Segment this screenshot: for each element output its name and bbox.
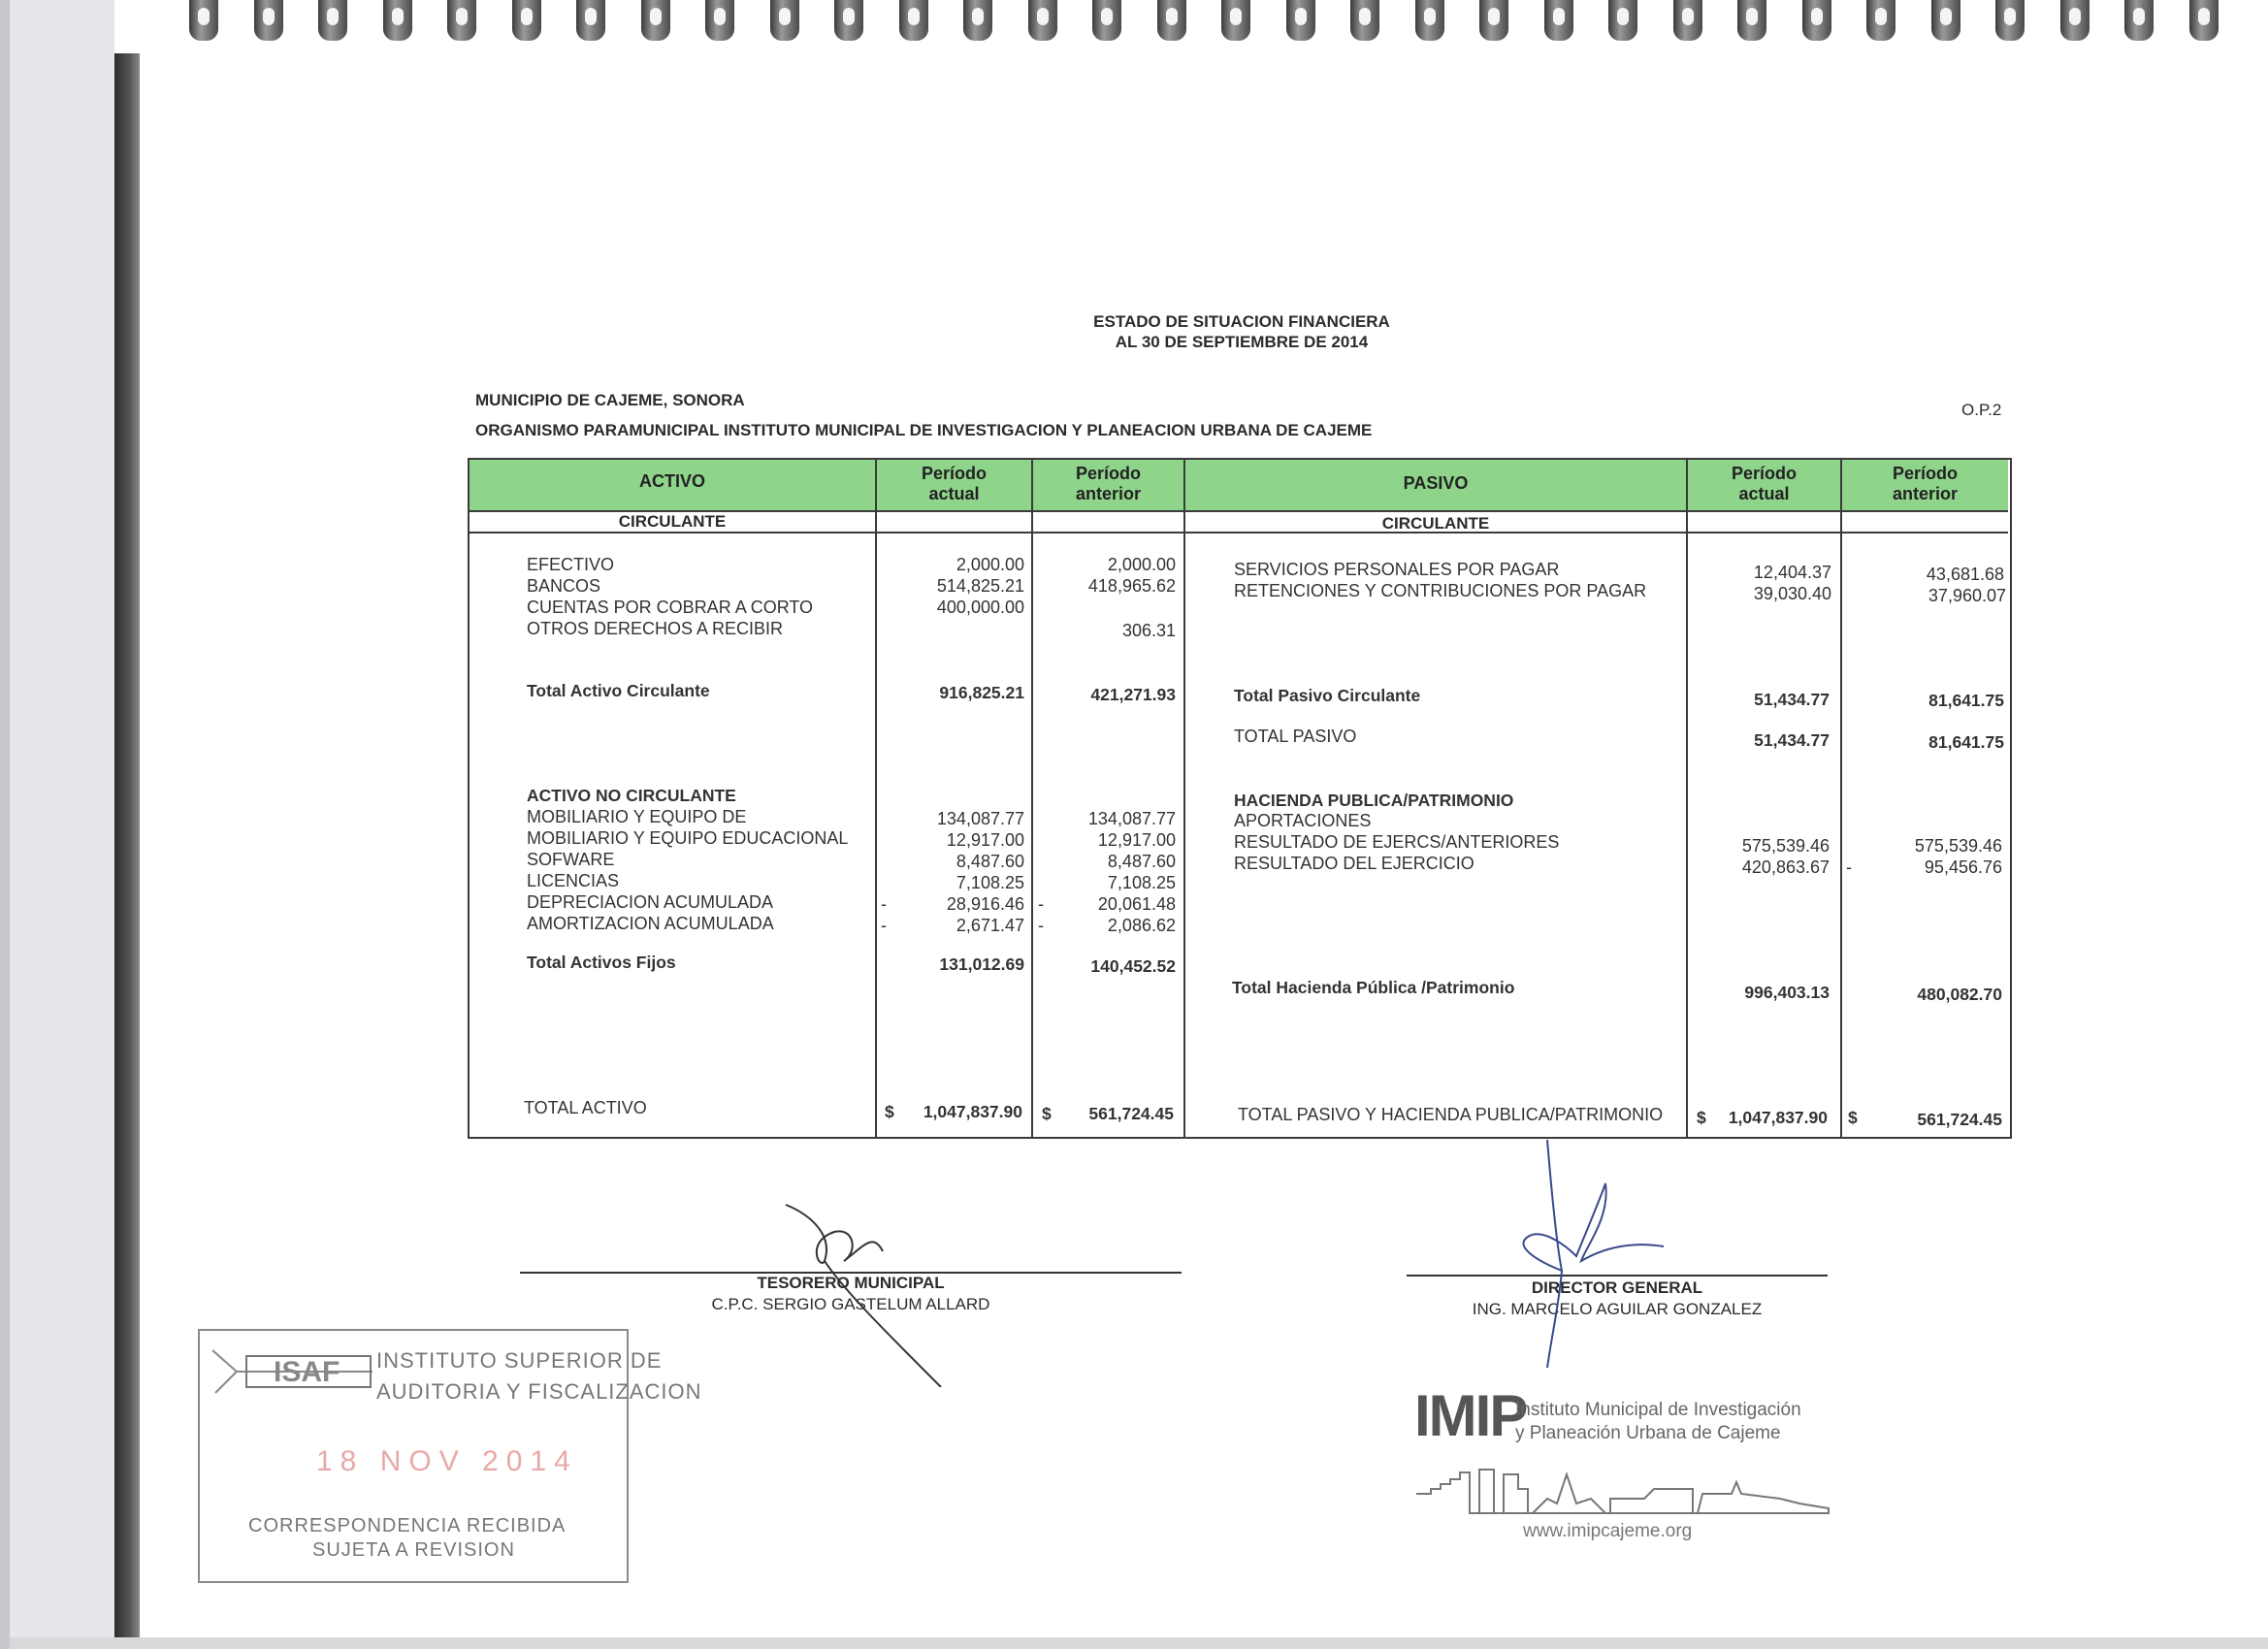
row-licencias-actual: 7,108.25 <box>956 873 1024 892</box>
binding-shadow <box>114 53 140 1644</box>
total-pasivo-anterior: 81,641.75 <box>1928 732 2004 752</box>
total-activo-circulante-anterior: 421,271.93 <box>1090 685 1176 704</box>
row-licencias-label: LICENCIAS <box>527 871 620 890</box>
director-title: DIRECTOR GENERAL <box>1531 1278 1703 1297</box>
spiral-coil <box>1866 0 1895 41</box>
row-efectivo-actual: 2,000.00 <box>956 555 1024 574</box>
total-activo-label: TOTAL ACTIVO <box>524 1098 647 1117</box>
row-depreciacion-anterior-sign: - <box>1038 894 1044 914</box>
row-retenciones-anterior: 37,960.07 <box>1928 586 2006 605</box>
total-activo-circulante-actual: 916,825.21 <box>939 683 1024 702</box>
row-depreciacion-anterior: 20,061.48 <box>1097 894 1176 914</box>
row-amortizacion-anterior: 2,086.62 <box>1107 916 1176 935</box>
total-activos-fijos-label: Total Activos Fijos <box>527 953 676 972</box>
row-software-anterior: 8,487.60 <box>1107 852 1176 871</box>
stamp-date: 18 NOV 2014 <box>316 1445 578 1477</box>
row-licencias-anterior: 7,108.25 <box>1107 873 1176 892</box>
treasurer-signature <box>766 1193 960 1387</box>
total-pasivo-hacienda-anterior-currency: $ <box>1848 1108 1858 1127</box>
row-resultado-ejercicio-label: RESULTADO DEL EJERCICIO <box>1234 854 1474 873</box>
spiral-coil <box>1028 0 1057 41</box>
spiral-coil <box>512 0 541 41</box>
total-pasivo-hacienda-currency: $ <box>1697 1108 1706 1127</box>
city-skyline-icon <box>1411 1455 1838 1523</box>
report-title: ESTADO DE SITUACION FINANCIERA <box>1093 312 1390 331</box>
row-retenciones-label: RETENCIONES Y CONTRIBUCIONES POR PAGAR <box>1234 581 1647 600</box>
imip-logo: IMIP <box>1414 1383 1527 1448</box>
row-aportaciones-label: APORTACIONES <box>1234 811 1372 830</box>
stamp-line-3: CORRESPONDENCIA RECIBIDA <box>248 1515 567 1536</box>
spiral-coil <box>705 0 734 41</box>
spiral-coil <box>318 0 347 41</box>
spiral-coil <box>1157 0 1186 41</box>
total-activo-anterior-currency: $ <box>1042 1104 1052 1123</box>
scan-bottom-edge <box>10 1637 2268 1649</box>
spiral-coil <box>447 0 476 41</box>
imip-website: www.imipcajeme.org <box>1523 1521 1693 1541</box>
total-pasivo-actual: 51,434.77 <box>1754 730 1830 750</box>
total-hacienda-label: Total Hacienda Pública /Patrimonio <box>1232 978 1515 997</box>
row-bancos-label: BANCOS <box>527 576 601 596</box>
spiral-coil <box>1544 0 1573 41</box>
total-activo-anterior: 561,724.45 <box>1088 1104 1174 1123</box>
row-depreciacion-label: DEPRECIACION ACUMULADA <box>527 892 774 912</box>
total-activo-circulante-label: Total Activo Circulante <box>527 681 710 700</box>
spiral-coil <box>834 0 863 41</box>
spiral-coil <box>1286 0 1315 41</box>
spiral-coil <box>383 0 412 41</box>
row-mobiliario-educ-actual: 12,917.00 <box>946 830 1024 850</box>
column-header-activo: ACTIVO <box>638 471 705 491</box>
total-pasivo-circulante-anterior: 81,641.75 <box>1928 691 2004 710</box>
row-resultado-ejercicio-anterior: 95,456.76 <box>1924 857 2002 877</box>
total-activo-actual: 1,047,837.90 <box>923 1102 1022 1121</box>
spiral-coil <box>1479 0 1508 41</box>
total-activos-fijos-anterior: 140,452.52 <box>1090 956 1176 976</box>
row-mobiliario-actual: 134,087.77 <box>936 809 1024 828</box>
treasurer-title: TESORERO MUNICIPAL <box>757 1274 945 1292</box>
spiral-coil <box>963 0 992 41</box>
scan-edge-strip <box>10 0 114 1649</box>
received-stamp <box>198 1329 702 1583</box>
spiral-coil <box>1350 0 1379 41</box>
total-pasivo-circulante-actual: 51,434.77 <box>1754 690 1830 709</box>
spiral-coil <box>1802 0 1831 41</box>
spiral-coil <box>2124 0 2154 41</box>
column-header-activo-actual: Período actual <box>921 464 987 503</box>
row-otros-label: OTROS DERECHOS A RECIBIR <box>527 619 784 638</box>
spiral-coil <box>641 0 670 41</box>
total-pasivo-hacienda-label: TOTAL PASIVO Y HACIENDA PUBLICA/PATRIMONIO <box>1238 1105 1664 1124</box>
total-pasivo-label: TOTAL PASIVO <box>1234 727 1357 746</box>
row-otros-anterior: 306.31 <box>1121 621 1176 640</box>
municipality-name: MUNICIPIO DE CAJEME, SONORA <box>475 391 745 409</box>
spiral-coil <box>1092 0 1121 41</box>
row-mobiliario-educ-anterior: 12,917.00 <box>1097 830 1176 850</box>
section-activo-no-circulante: ACTIVO NO CIRCULANTE <box>527 786 736 805</box>
column-header-activo-anterior: Período anterior <box>1075 464 1142 503</box>
row-servicios-label: SERVICIOS PERSONALES POR PAGAR <box>1234 560 1560 579</box>
row-software-actual: 8,487.60 <box>956 852 1024 871</box>
row-cuentas-label: CUENTAS POR COBRAR A CORTO <box>527 598 814 617</box>
row-servicios-actual: 12,404.37 <box>1753 563 1831 582</box>
spiral-coil <box>254 0 283 41</box>
column-header-pasivo: PASIVO <box>1403 473 1469 493</box>
svg-text:ISAF: ISAF <box>274 1356 340 1388</box>
director-name: ING. MARCELO AGUILAR GONZALEZ <box>1472 1300 1763 1318</box>
treasurer-name: C.P.C. SERGIO GASTELUM ALLARD <box>711 1295 990 1313</box>
row-resultado-ejercicio-anterior-sign: - <box>1846 857 1852 877</box>
total-pasivo-circulante-label: Total Pasivo Circulante <box>1234 686 1421 705</box>
scan-margin <box>0 0 10 1649</box>
spiral-coil <box>189 0 218 41</box>
spiral-coil <box>770 0 799 41</box>
spiral-coil <box>1221 0 1250 41</box>
row-bancos-actual: 514,825.21 <box>936 576 1024 596</box>
row-amortizacion-actual-sign: - <box>881 916 887 935</box>
total-pasivo-hacienda-anterior: 561,724.45 <box>1917 1110 2002 1129</box>
row-retenciones-actual: 39,030.40 <box>1753 584 1831 603</box>
isaf-logo <box>208 1342 377 1401</box>
spiral-coil <box>2060 0 2090 41</box>
total-hacienda-anterior: 480,082.70 <box>1917 985 2002 1004</box>
row-cuentas-actual: 400,000.00 <box>936 598 1024 617</box>
row-amortizacion-actual: 2,671.47 <box>956 916 1024 935</box>
stamp-line-2: AUDITORIA Y FISCALIZACION <box>376 1379 702 1404</box>
spiral-coil <box>1415 0 1444 41</box>
imip-name-line-2: y Planeación Urbana de Cajeme <box>1515 1423 1781 1443</box>
stamp-line-1: INSTITUTO SUPERIOR DE <box>376 1348 663 1373</box>
organization-name: ORGANISMO PARAMUNICIPAL INSTITUTO MUNICIPAL DE INVESTIGACION Y PLANEACION URBANA DE CAJEME <box>475 421 1373 439</box>
spiral-coil <box>1737 0 1766 41</box>
report-date: AL 30 DE SEPTIEMBRE DE 2014 <box>1115 333 1369 351</box>
section-hacienda: HACIENDA PUBLICA/PATRIMONIO <box>1234 791 1514 810</box>
column-header-pasivo-anterior: Período anterior <box>1892 464 1959 503</box>
stamp-line-4: SUJETA A REVISION <box>312 1539 515 1561</box>
row-resultado-ejercicio-actual: 420,863.67 <box>1741 857 1830 877</box>
row-amortizacion-label: AMORTIZACION ACUMULADA <box>527 914 774 933</box>
spiral-coil <box>1931 0 1960 41</box>
total-activos-fijos-actual: 131,012.69 <box>939 954 1024 974</box>
row-mobiliario-anterior: 134,087.77 <box>1087 809 1176 828</box>
row-bancos-anterior: 418,965.62 <box>1087 576 1176 596</box>
spiral-coil <box>1673 0 1702 41</box>
row-depreciacion-actual-sign: - <box>881 894 887 914</box>
spiral-coil <box>576 0 605 41</box>
spiral-coil <box>1995 0 2025 41</box>
column-header-pasivo-actual: Período actual <box>1731 464 1797 503</box>
imip-name-line-1: Instituto Municipal de Investigación <box>1515 1400 1801 1420</box>
row-resultado-anteriores-actual: 575,539.46 <box>1741 836 1830 856</box>
spiral-coil <box>1608 0 1637 41</box>
total-activo-currency: $ <box>885 1102 894 1121</box>
section-circulante-pasivo: CIRCULANTE <box>1381 514 1490 533</box>
row-mobiliario-label: MOBILIARIO Y EQUIPO DE <box>527 807 747 826</box>
row-resultado-anteriores-anterior: 575,539.46 <box>1914 836 2002 856</box>
total-hacienda-actual: 996,403.13 <box>1744 983 1830 1002</box>
row-efectivo-anterior: 2,000.00 <box>1107 555 1176 574</box>
spiral-coil <box>899 0 928 41</box>
row-depreciacion-actual: 28,916.46 <box>946 894 1024 914</box>
row-servicios-anterior: 43,681.68 <box>1926 565 2004 584</box>
row-mobiliario-educ-label: MOBILIARIO Y EQUIPO EDUCACIONAL <box>527 828 849 848</box>
spiral-binding <box>189 0 2246 58</box>
row-resultado-anteriores-label: RESULTADO DE EJERCS/ANTERIORES <box>1234 832 1560 852</box>
section-circulante-activo: CIRCULANTE <box>618 512 727 531</box>
director-signature <box>1508 1140 1673 1373</box>
row-efectivo-label: EFECTIVO <box>527 555 615 574</box>
row-software-label: SOFWARE <box>527 850 615 869</box>
row-amortizacion-anterior-sign: - <box>1038 916 1044 935</box>
form-code: O.P.2 <box>1961 401 2002 419</box>
total-pasivo-hacienda-actual: 1,047,837.90 <box>1728 1108 1828 1127</box>
spiral-coil <box>2189 0 2219 41</box>
